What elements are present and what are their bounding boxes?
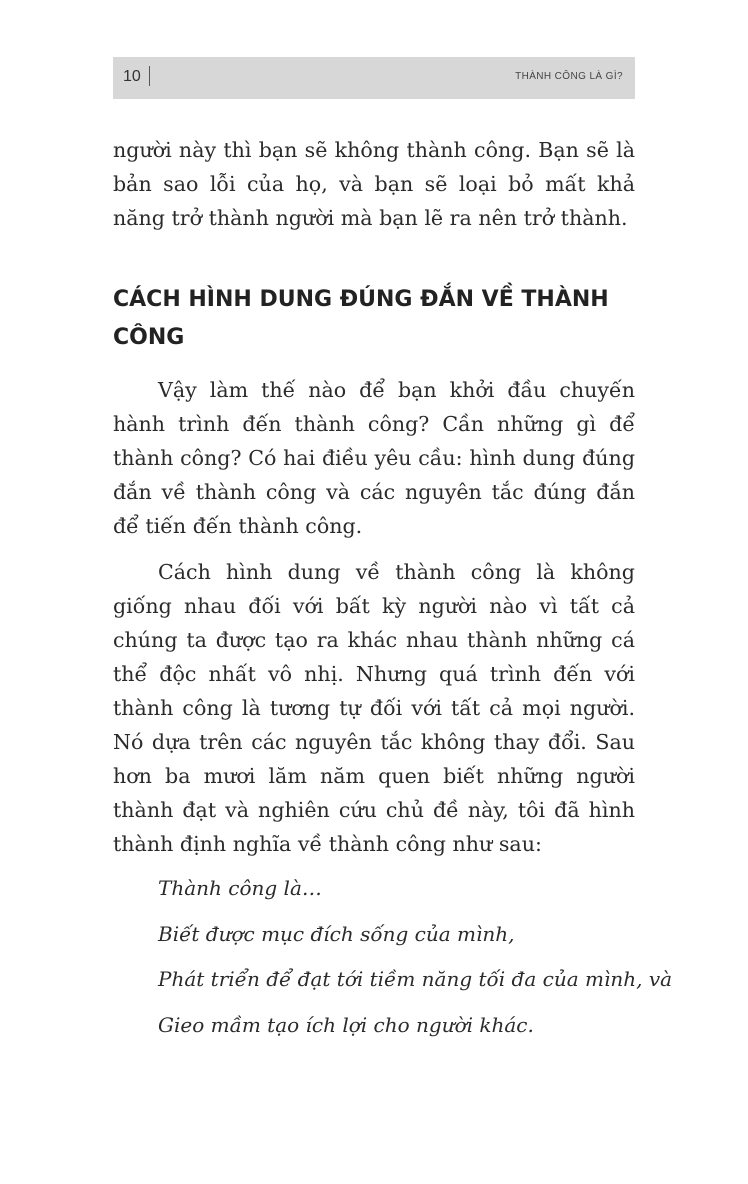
page-number: 10 [123,68,141,85]
section-heading: CÁCH HÌNH DUNG ĐÚNG ĐẮN VỀ THÀNH CÔNG [113,287,609,350]
quote-line: Gieo mầm tạo ích lợi cho người khác. [158,1013,534,1037]
quote-line: Phát triển để đạt tới tiềm năng tối đa của mình, và [158,967,673,991]
quote-line: Biết được mục đích sống của mình, [158,922,515,946]
paragraph: Cách hình dung về thành công là không giống nhau đối với bất kỳ người nào vì tất cả chúng ta được tạo ra khác nhau thành những cá thể độc nhất vô nhị. Nhưng quá trình đến với thành công là tương tự đối với tất cả mọi người. Nó dựa trên các nguyên tắc không thay đổi. Sau hơn ba mươi lăm năm quen biết những người thành đạt và nghiên cứu chủ đề này, tôi đã hình thành định nghĩa về thành công như sau: [113,560,635,856]
header-separator [149,66,150,86]
quote-line: Thành công là… [158,876,322,900]
paragraph: Vậy làm thế nào để bạn khởi đầu chuyến hành trình đến thành công? Cần những gì để thành công? Có hai điều yêu cầu: hình dung đúng đắn về thành công và các nguyên tắc đúng đắn để tiến đến thành công. [113,378,635,538]
paragraph-continuation: người này thì bạn sẽ không thành công. Bạn sẽ là bản sao lỗi của họ, và bạn sẽ loại bỏ mất khả năng trở thành người mà bạn lẽ ra nên trở thành. [113,138,635,230]
page-header [113,57,635,99]
running-title: THÀNH CÔNG LÀ GÌ? [515,71,623,82]
